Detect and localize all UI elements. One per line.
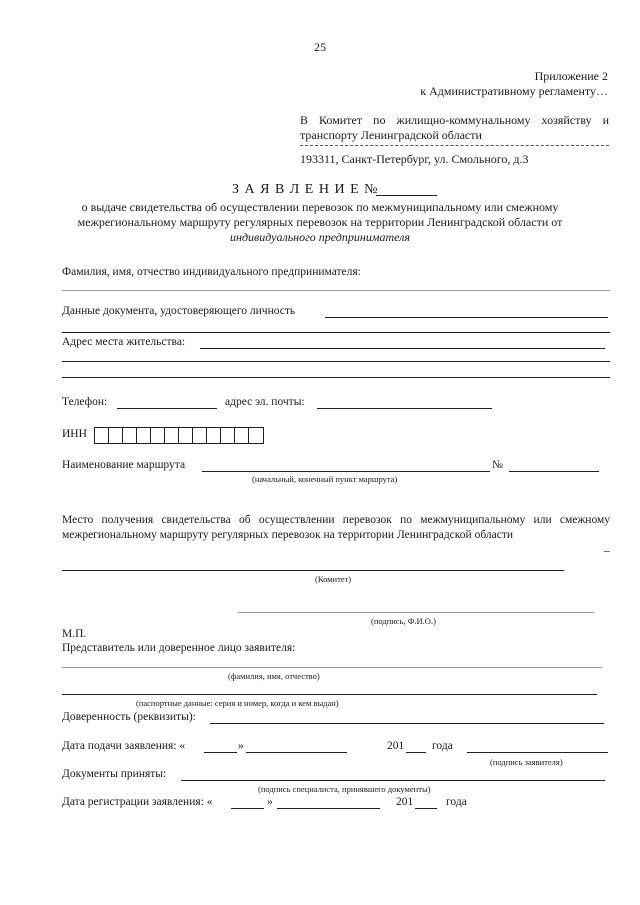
reg-year-prefix: 201 — [396, 796, 414, 808]
id-doc-input-line-2[interactable] — [62, 332, 610, 333]
signature-input-line[interactable] — [238, 612, 594, 613]
fio-input-line[interactable] — [62, 290, 610, 291]
address-input-line-3[interactable] — [62, 377, 610, 378]
phone-label: Телефон: — [62, 396, 108, 408]
fio-label: Фамилия, имя, отчество индивидуального предпринимателя: — [62, 266, 361, 278]
inn-cell[interactable] — [193, 428, 207, 443]
passport-hint: (паспортные данные: серия и номер, когда и кем выдан) — [136, 698, 339, 708]
submit-year-input[interactable] — [406, 752, 426, 753]
inn-cell[interactable] — [249, 428, 263, 443]
title-sub-line1: о выдаче свидетельства об осуществлении перевозок по межмуниципальному или смежному — [81, 200, 559, 214]
address-input-line-2[interactable] — [62, 361, 610, 362]
appendix-line2: к Административному регламенту… — [420, 84, 608, 98]
email-input-line[interactable] — [317, 408, 492, 409]
title-sub-line3: индивидуального предпринимателя — [229, 230, 410, 244]
inn-cell[interactable] — [123, 428, 137, 443]
inn-cell[interactable] — [207, 428, 221, 443]
mp-label: М.П. — [62, 628, 87, 640]
applicant-signature-line[interactable] — [467, 752, 608, 753]
representative-label: Представитель или доверенное лицо заявителя: — [62, 642, 296, 654]
reg-year-label: года — [446, 796, 467, 808]
addressee-separator — [300, 145, 609, 146]
reg-month-input[interactable] — [277, 808, 380, 809]
phone-input-line[interactable] — [117, 408, 217, 409]
proxy-input-line[interactable] — [210, 723, 604, 724]
submit-month-input[interactable] — [246, 752, 347, 753]
docs-accepted-input-line[interactable] — [181, 780, 605, 781]
inn-cell[interactable] — [179, 428, 193, 443]
id-doc-input-line[interactable] — [325, 317, 608, 318]
id-doc-label: Данные документа, удостоверяющего личность — [62, 305, 296, 317]
addressee-line2: транспорту Ленинградской области — [300, 128, 482, 142]
reg-year-input[interactable] — [415, 808, 437, 809]
representative-fio-line[interactable] — [62, 667, 602, 668]
inn-cell[interactable] — [235, 428, 249, 443]
submit-date-label: Дата подачи заявления: « — [62, 740, 186, 752]
reg-day-input[interactable] — [231, 808, 264, 809]
title-number-field[interactable] — [376, 195, 437, 196]
submit-year-label: года — [432, 740, 453, 752]
signature-hint: (подпись, Ф.И.О.) — [371, 616, 436, 626]
address-input-line[interactable] — [200, 348, 605, 349]
docs-accepted-label: Документы приняты: — [62, 768, 167, 780]
route-input-line[interactable] — [202, 471, 490, 472]
submit-year-prefix: 201 — [387, 740, 405, 752]
proxy-label: Доверенность (реквизиты): — [62, 711, 196, 723]
document-title: З А Я В Л Е Н И Е № — [232, 182, 379, 197]
appendix-line1: Приложение 2 — [534, 69, 608, 83]
docs-accepted-hint: (подпись специалиста, принявшего документы) — [258, 784, 431, 794]
passport-input-line[interactable] — [62, 694, 597, 695]
submit-date-quote: » — [238, 740, 244, 752]
route-number-input-line[interactable] — [509, 471, 599, 472]
committee-input-line[interactable] — [62, 570, 564, 571]
inn-cell[interactable] — [151, 428, 165, 443]
inn-cell[interactable] — [221, 428, 235, 443]
route-number-label: № — [492, 459, 503, 471]
page-number: 25 — [314, 40, 326, 54]
route-hint: (начальный, конечный пункт маршрута) — [252, 474, 398, 484]
place-label: Место получения свидетельства об осуществлении перевозок по межмуниципальному или смежному межрегиональному маршруту регулярных перевозок на территории Ленинградской области — [62, 514, 610, 541]
reg-date-label: Дата регистрации заявления: « — [62, 796, 213, 808]
inn-label: ИНН — [62, 428, 87, 440]
email-label: адрес эл. почты: — [225, 396, 305, 408]
inn-cell[interactable] — [109, 428, 123, 443]
inn-cell[interactable] — [165, 428, 179, 443]
reg-date-quote: » — [267, 796, 273, 808]
address-label: Адрес места жительства: — [62, 336, 186, 348]
inn-cell[interactable] — [95, 428, 109, 443]
representative-fio-hint: (фамилия, имя, отчество) — [228, 671, 320, 681]
route-label: Наименование маршрута — [62, 459, 186, 471]
committee-hint: (Комитет) — [315, 574, 352, 584]
inn-cells[interactable] — [94, 427, 264, 444]
submit-day-input[interactable] — [204, 752, 237, 753]
applicant-signature-hint: (подпись заявителя) — [490, 757, 563, 767]
inn-cell[interactable] — [137, 428, 151, 443]
addressee-address: 193311, Санкт-Петербург, ул. Смольного, д.3 — [300, 152, 529, 166]
title-sub-line2: межрегиональному маршруту регулярных перевозок на территории Ленинградской области от — [77, 215, 563, 229]
place-dash: – — [604, 545, 610, 557]
addressee-line1: В Комитет по жилищно-коммунальному хозяйству и — [300, 113, 609, 127]
